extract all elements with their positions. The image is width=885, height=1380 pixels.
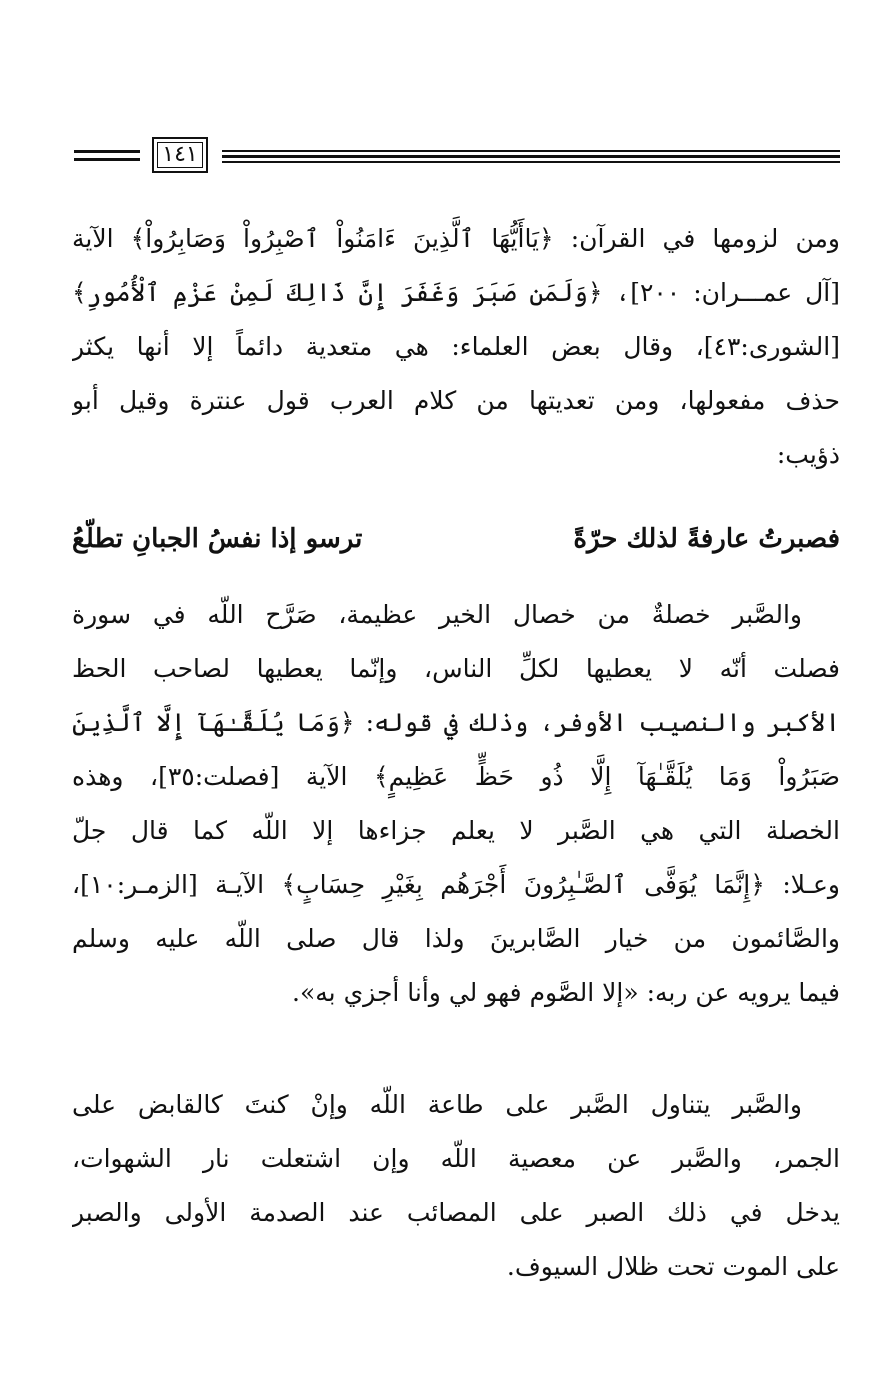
text-line: فيما يرويه عن ربه: «إلا الصَّوم فهو لي وأنا أجزي به». (292, 978, 840, 1007)
text-line: والصَّبر يتناول الصَّبر على طاعة اللّه وإنْ كنتَ كالقابض على (72, 1090, 802, 1119)
text-line: الأكبر والنصيب الأوفر، وذلك في قوله: ﴿وَمَا يُلَقَّـٰهَآ إِلَّا ٱلَّذِينَ (72, 708, 840, 737)
text-line: [آل عمـــران: ٢٠٠]، ﴿وَلَمَن صَبَرَ وَغَفَرَ إِنَّ ذَالِكَ لَمِنْ عَزْمِ ٱلْأُمُورِ﴾ (72, 278, 840, 307)
paragraph-2 (72, 588, 840, 1020)
text-line: وعـلا: ﴿إِنَّمَا يُوَفَّى ٱلصَّـٰبِرُونَ أَجْرَهُم بِغَيْرِ حِسَابٍ﴾ الآيـة [الزمـر:١٠]، (72, 870, 840, 899)
page-number: ١٤١ (152, 137, 208, 173)
text-line: الخصلة التي هي الصَّبر لا يعلم جزاءها إلا اللّه كما قال جلّ (72, 816, 840, 845)
text-line: والصَّائمون من خيار الصَّابرينَ ولذا قال صلى اللّه عليه وسلم (72, 924, 840, 953)
page-header (70, 133, 840, 181)
poetry-verse (72, 512, 840, 566)
paragraph-3 (72, 1078, 840, 1294)
text-line: حذف مفعولها، ومن تعديتها من كلام العرب قول عنترة وقيل أبو (72, 386, 840, 415)
text-line: ومن لزومها في القرآن: ﴿يَاأَيُّهَا ٱلَّذِينَ ءَامَنُواْ ٱصْبِرُواْ وَصَابِرُواْ﴾ الآية (72, 224, 840, 253)
header-rule-right (222, 150, 840, 164)
text-line: [الشورى:٤٣]، وقال بعض العلماء: هي متعدية دائماً إلا أنها يكثر (72, 332, 840, 361)
text-line: الجمر، والصَّبر عن معصية اللّه وإن اشتعلت نار الشهوات، (72, 1144, 840, 1173)
text-line: على الموت تحت ظلال السيوف. (506, 1252, 840, 1281)
paragraph-1 (72, 212, 840, 482)
text-line: يدخل في ذلك الصبر على المصائب عند الصدمة الأولى والصبر (72, 1198, 840, 1227)
verse-first-hemistich: فصبرتُ عارفةً لذلك حرّةً (573, 524, 840, 554)
header-rule-left (74, 150, 140, 162)
text-line: صَبَرُواْ وَمَا يُلَقَّـٰهَآ إِلَّا ذُو حَظٍّ عَظِيمٍ﴾ الآية [فصلت:٣٥]، وهذه (72, 762, 840, 791)
text-line: والصَّبر خصلةٌ من خصال الخير عظيمة، صَرَّح اللّه في سورة (72, 600, 802, 629)
verse-second-hemistich: ترسو إذا نفسُ الجبانِ تطلّعُ (72, 524, 363, 554)
text-line: فصلت أنّه لا يعطيها لكلِّ الناس، وإنّما يعطيها لصاحب الحظ (72, 654, 840, 683)
text-line: ذؤيب: (776, 440, 840, 469)
